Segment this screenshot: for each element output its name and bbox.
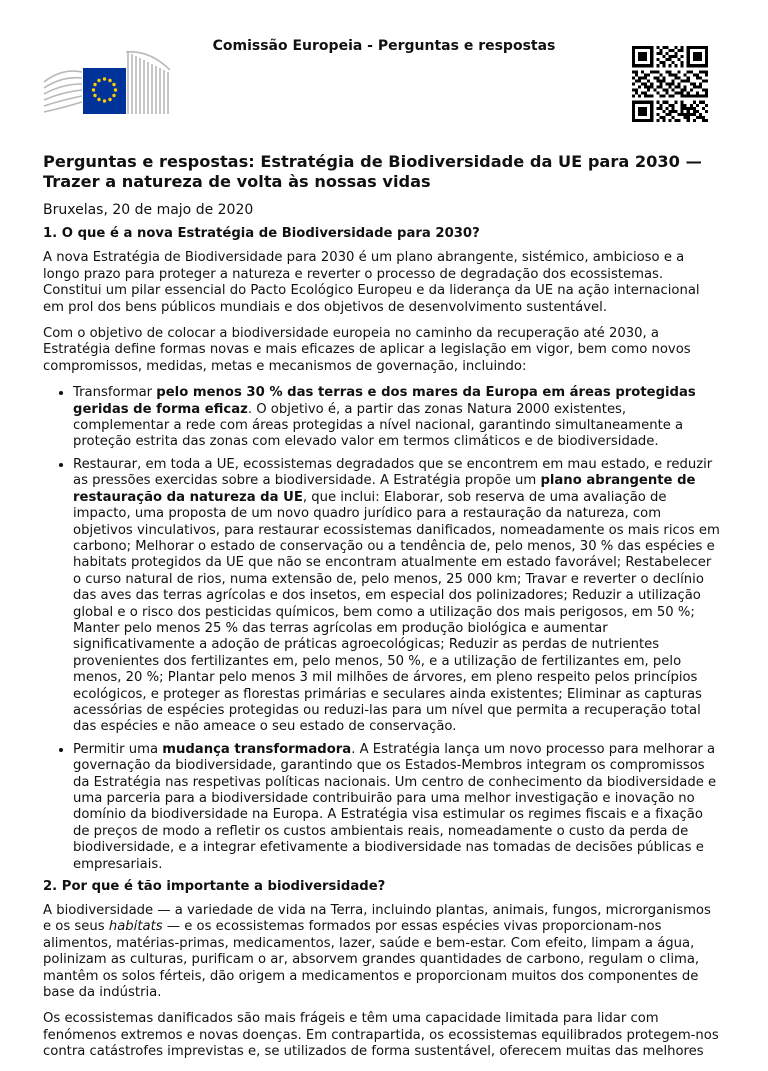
list-item [73,457,721,736]
document-title: Perguntas e respostas: Estratégia de Biodiversidade da UE para 2030 — Trazer a natureza de volta às nossas vidas [43,152,702,191]
list-item-text: Transformar [73,385,157,401]
list-item [73,385,721,451]
paragraph: A nova Estratégia de Biodiversidade para 2030 é um plano abrangente, sistémico, ambicioso e a longo prazo para proteger a natureza e reverter o processo de degradação dos ecossistemas. Constitui um pilar essencial do Pacto Ecológico Europeu e da liderança da UE na ação internacional em prol dos bens públicos mundiais e dos objetivos de desenvolvimento sustentável. [43,250,700,315]
bullet-list [43,385,721,873]
paragraph: Os ecossistemas danificados são mais frágeis e têm uma capacidade limitada para lidar com fenómenos extremos e novas doenças. Em contrapartida, os ecossistemas equilibrados protegem-nos contra catástrofes imprevistas e, se utilizados de forma sustentável, oferecem muitas das melhores [43,1011,719,1060]
european-commission-logo [42,48,170,116]
section-heading-q2: 2. Por que é tão importante a biodiversidade? [43,879,386,895]
list-item-text: , que inclui: Elaborar, sob reserva de uma avaliação de impacto, uma proposta de um novo quadro jurídico para a restauração da natureza, com objetivos vinculativos, para restaurar ecossistemas danificados, nomeadamente os mais ricos em carbono; Melhorar o estado de conservação ou a tendência de, pelo menos, 30 % das espécies e habitats protegidos da UE que não se encontram atualmente em estado favorável; Restabelecer o curso natural de rios, numa extensão de, pelo menos, 25 000 km; Travar e reverter o declínio das aves das terras agrícolas e dos insetos, em especial dos polinizadores; Reduzir a utilização global e o risco dos pesticidas químicos, bem como a utilização dos mais perigosos, em 50 %; Manter pelo menos 25 % das terras agrícolas em produção biológica e aumentar significativamente a adoção de práticas agroecológicas; Reduzir as perdas de nutrientes provenientes dos fertilizantes em, pelo menos, 50 %, e a utilização de fertilizantes em, pelo menos, 20 %; Plantar pelo menos 3 mil milhões de árvores, em pleno respeito pelos princípios ecológicos, e proteger as florestas primárias e seculares ainda existentes; Eliminar as capturas acessórias de espécies protegidas ou reduzi-las para um nível que permita a recuperação total das espécies e não ameace o seu estado de conservação. [73,489,720,735]
document-body [43,152,721,1071]
list-item-emphasis: plano abrangente de restauração da natureza da UE [73,473,696,505]
paragraph-italic: habitats [108,919,163,935]
list-item-emphasis: pelo menos 30 % das terras e dos mares da Europa em áreas protegidas geridas de forma eficaz [73,385,696,417]
list-item-text: Restaurar, em toda a UE, ecossistemas degradados que se encontrem em mau estado, e reduzir as pressões exercidas sobre a biodiversidade. A Estratégia propõe um [73,456,713,489]
paragraph [43,903,721,1001]
list-item-text: Permitir uma [73,741,163,757]
list-item-text: . O objetivo é, a partir das zonas Natura 2000 existentes, complementar a rede com áreas protegidas a nível nacional, garantindo simultaneamente a proteção estrita das zonas com elevado valor em termos climáticos e de biodiversidade. [73,401,684,450]
list-item-emphasis: mudança transformadora [162,741,352,757]
page-header-title: Comissão Europeia - Perguntas e respostas [212,38,556,54]
document-date: Bruxelas, 20 de majo de 2020 [43,202,254,218]
qr-code [632,46,708,122]
paragraph-text: A biodiversidade — a variedade de vida na Terra, incluindo plantas, animais, fungos, microrganismos e os seus [43,903,711,935]
list-item-text: . A Estratégia lança um novo processo para melhorar a governação da biodiversidade, garantindo que os Estados-Membros integram os compromissos da Estratégia nas respetivas políticas nacionais. Um centro de conhecimento da biodiversidade e uma parceria para a biodiversidade contribuirão para uma melhor investigação e inovação no domínio da biodiversidade na Europa. A Estratégia visa estimular os regimes fiscais e a fixação de preços de modo a refletir os custos ambientais reais, nomeadamente o custo da perda de biodiversidade, e a integrar efetivamente a biodiversidade nas tomadas de decisões públicas e empresariais. [73,741,717,872]
section-heading-q1: 1. O que é a nova Estratégia de Biodiversidade para 2030? [43,226,480,242]
eu-flag [83,68,126,114]
paragraph-text: — e os ecossistemas formados por essas espécies vivas proporcionam-nos alimentos, matérias-primas, medicamentos, lazer, saúde e bem-estar. Com efeito, limpam a água, polinizam as culturas, purificam o ar, absorvem grandes quantidades de carbono, regulam o clima, mantêm os solos férteis, dão origem a medicamentos e proporcionam muitos dos componentes de base da indústria. [43,919,700,1001]
list-item [73,742,721,873]
paragraph: Com o objetivo de colocar a biodiversidade europeia no caminho da recuperação até 2030, a Estratégia define formas novas e mais eficazes de aplicar a legislação em vigor, bem como novos compromissos, medidas, metas e mecanismos de governação, incluindo: [43,326,691,374]
